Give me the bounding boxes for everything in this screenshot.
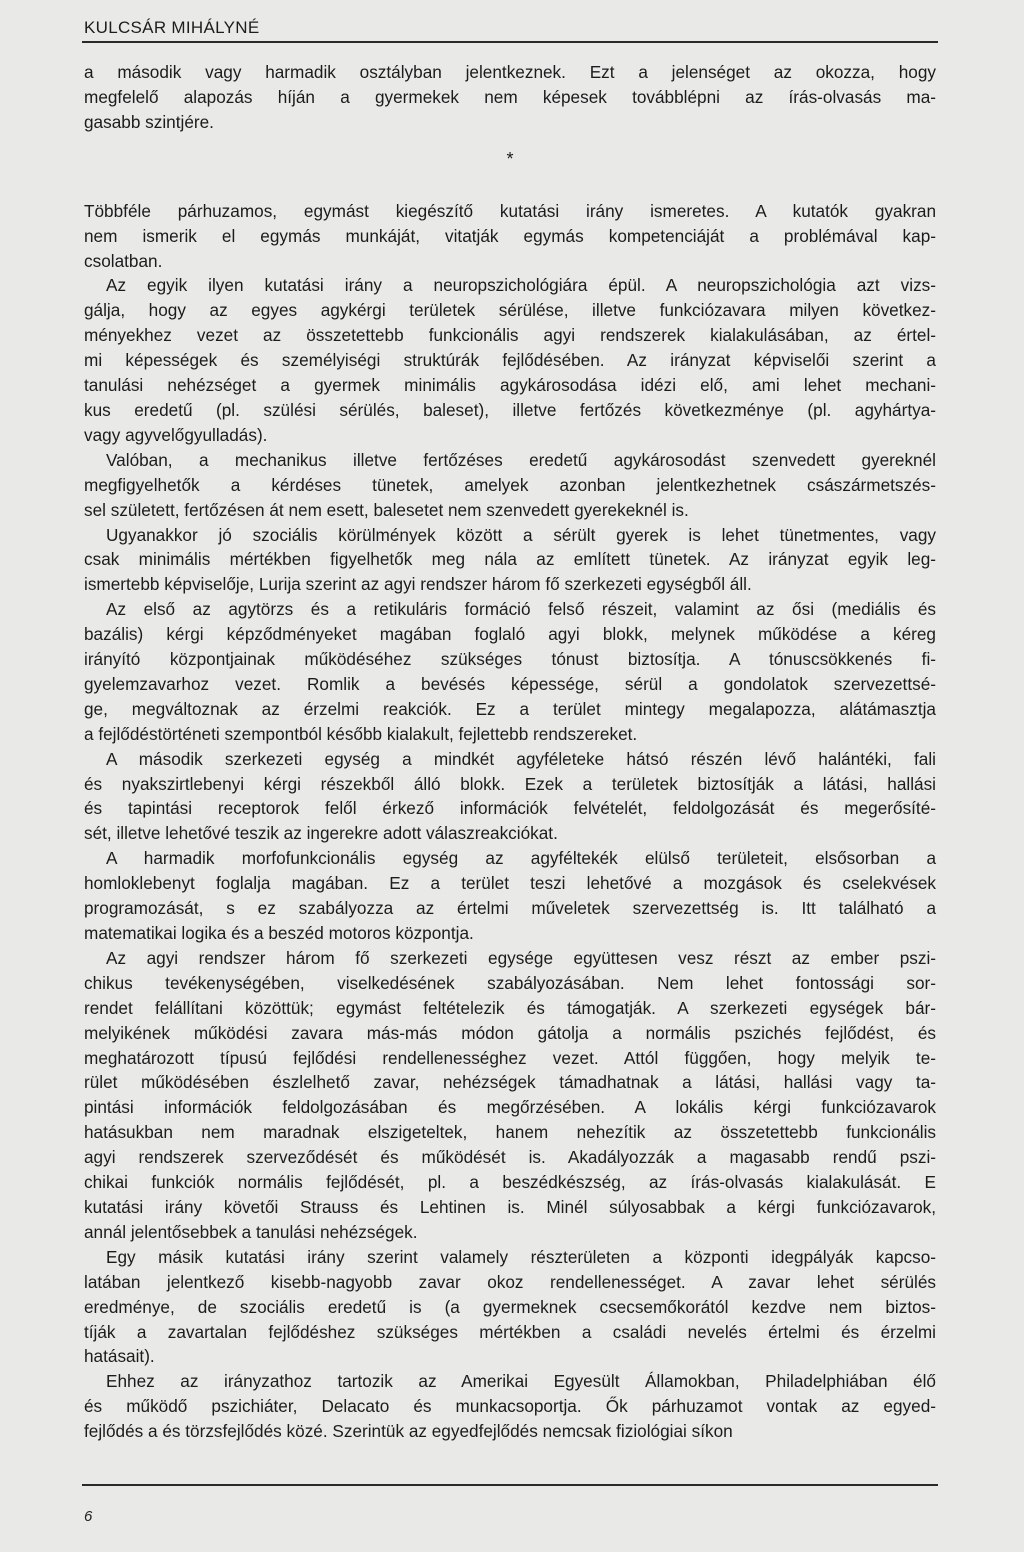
text-line: eredménye, de szociális eredetű is (a gyermeknek csecsemőkorától kezdve nem biztos-: [84, 1296, 936, 1317]
text-line: és működő pszichiáter, Delacato és munkacsoportja. Ők párhuzamot vontak az egyed-: [84, 1396, 936, 1417]
text-line: ményekhez vezet az összetettebb funkcionális agyi rendszerek kialakulásában, az értel-: [84, 325, 936, 346]
text-line: tíják a zavartalan fejlődéshez szükséges mértékben a családi nevelés értelmi és érzelmi: [84, 1321, 936, 1342]
text-line: sel született, fertőzésen át nem esett, balesetet nem szenvedett gyerekeknél is.: [84, 499, 689, 520]
section-separator: *: [506, 148, 514, 169]
text-line: ge, megváltoznak az érzelmi reakciók. Ez a terület mintegy megalapozza, alátámasztja: [84, 698, 936, 719]
paragraphs-before-separator: [84, 60, 936, 135]
text-line: Ugyanakkor jó szociális körülmények között a sérült gyerek is lehet tünetmentes, vagy: [106, 524, 936, 545]
text-line: megfigyelhetők a kérdéses tünetek, amelyek azonban jelentkezhetnek császármetszés-: [84, 474, 936, 495]
text-line: Valóban, a mechanikus illetve fertőzéses eredetű agykárosodást szenvedett gyereknél: [106, 449, 936, 470]
text-line: mi képességek és személyiségi struktúrák fejlődésében. Az irányzat képviselői szerint a: [84, 350, 936, 371]
paragraph: [84, 1245, 936, 1370]
text-line: és tapintási receptorok felől érkező információk felvételét, feldolgozását és megerősíté-: [84, 798, 936, 819]
text-line: gasabb szintjére.: [84, 111, 214, 132]
text-line: irányító központjainak működéséhez szükséges tónust biztosítja. A tónuscsökkenés fi-: [84, 649, 936, 670]
paragraphs-after-separator: [84, 199, 936, 1444]
text-line: annál jelentősebbek a tanulási nehézségek.: [84, 1221, 418, 1242]
text-line: sét, illetve lehetővé teszik az ingerekre adott válaszreakciókat.: [84, 823, 558, 844]
paragraph: [84, 747, 936, 847]
body-text: [84, 60, 936, 1444]
paragraph: [84, 846, 936, 946]
text-line: chikai funkciók normális fejlődését, pl. a beszédkészség, az írás-olvasás kialakulását. E: [84, 1172, 936, 1193]
text-line: nem ismerik el egymás munkáját, vitatják egymás kompetenciáját a problémával kap-: [84, 225, 936, 246]
text-line: Ehhez az irányzathoz tartozik az Amerikai Egyesült Államokban, Philadelphiában élő: [106, 1371, 936, 1392]
paragraph: [84, 946, 936, 1245]
text-line: ismertebb képviselője, Lurija szerint az agyi rendszer három fő szerkezeti egységből áll.: [84, 574, 752, 595]
text-line: hatásukban nem maradnak elszigeteltek, hanem nehezítik az összetettebb funkcionális: [84, 1122, 936, 1143]
header-rule: [82, 41, 938, 43]
footer-rule: [82, 1484, 938, 1486]
text-line: és nyakszirtlebenyi kérgi részekből álló blokk. Ezek a területek biztosítják a látási, hallási: [84, 773, 936, 794]
text-line: latában jelentkező kisebb-nagyobb zavar okoz rendellenességet. A zavar lehet sérülés: [84, 1271, 936, 1292]
text-line: csak minimális mértékben figyelhetők meg nála az említett tünetek. Az irányzat egyik leg-: [84, 549, 936, 570]
text-line: pintási információk feldolgozásában és megőrzésében. A lokális kérgi funkciózavarok: [84, 1097, 936, 1118]
text-line: programozását, s ez szabályozza az értelmi műveletek szervezettség is. Itt található a: [84, 898, 936, 919]
text-line: melyikének működési zavara más-más módon gátolja a normális pszichés fejlődést, és: [84, 1022, 936, 1043]
text-line: gálja, hogy az egyes agykérgi területek sérülése, illetve funkciózavara milyen következ-: [84, 300, 936, 321]
paragraph: [84, 273, 936, 447]
paragraph: [84, 448, 936, 523]
text-line: Többféle párhuzamos, egymást kiegészítő kutatási irány ismeretes. A kutatók gyakran: [84, 200, 936, 221]
text-line: Az első az agytörzs és a retikuláris formáció felső részeit, valamint az ősi (mediális és: [106, 599, 936, 620]
text-line: csolatban.: [84, 250, 163, 271]
text-line: tanulási nehézséget a gyermek minimális agykárosodása idézi elő, ami lehet mechani-: [84, 375, 936, 396]
text-line: homloklebenyt foglalja magában. Ez a terület teszi lehetővé a mozgások és cselekvések: [84, 873, 936, 894]
text-line: bazális) kérgi képződményeket magában foglaló agyi blokk, melynek működése a kéreg: [84, 624, 936, 645]
text-line: vagy agyvelőgyulladás).: [84, 424, 268, 445]
text-line: rület működésében észlelhető zavar, nehézségek támadhatnak a látási, hallási vagy ta-: [84, 1072, 936, 1093]
text-line: agyi rendszerek szerveződését és működését is. Akadályozzák a magasabb rendű pszi-: [84, 1147, 936, 1168]
text-line: chikus tevékenységében, viselkedésének szabályozásában. Nem lehet fontossági sor-: [84, 972, 936, 993]
paragraph: [84, 60, 936, 135]
text-line: kutatási irány követői Strauss és Lehtinen is. Minél súlyosabbak a kérgi funkciózavarok,: [84, 1196, 936, 1217]
text-line: megfelelő alapozás híján a gyermekek nem képesek továbblépni az írás-olvasás ma-: [84, 86, 936, 107]
text-line: A harmadik morfofunkcionális egység az agyféltekék elülső területeit, elsősorban a: [106, 848, 936, 869]
text-line: hatásait).: [84, 1346, 155, 1367]
text-line: A második szerkezeti egység a mindkét agyféleteke hátsó részén lévő halántéki, fali: [106, 748, 936, 769]
paragraph: [84, 1369, 936, 1444]
text-line: gyelemzavarhoz vezet. Romlik a bevésés képessége, sérül a gondolatok szervezettsé-: [84, 673, 936, 694]
text-line: Egy másik kutatási irány szerint valamely részterületen a központi idegpályák kapcso-: [106, 1246, 936, 1267]
running-head: KULCSÁR MIHÁLYNÉ: [84, 18, 260, 37]
text-line: rendet felállítani közöttük; egymást feltételezik és támogatják. A szerkezeti egységek bár-: [84, 997, 936, 1018]
text-line: meghatározott típusú fejlődési rendellenességhez vezet. Attól függően, hogy melyik te-: [84, 1047, 936, 1068]
paragraph: [84, 597, 936, 746]
text-line: Az egyik ilyen kutatási irány a neuropszichológiára épül. A neuropszichológia azt vizs-: [106, 275, 936, 296]
text-line: Az agyi rendszer három fő szerkezeti egysége együttesen vesz részt az ember pszi-: [106, 947, 936, 968]
text-line: matematikai logika és a beszéd motoros központja.: [84, 923, 474, 943]
text-line: a fejlődéstörténeti szempontból később kialakult, fejlettebb rendszereket.: [84, 723, 638, 744]
text-line: kus eredetű (pl. szülési sérülés, baleset), illetve fertőzés következménye (pl. agyhártya-: [84, 399, 936, 420]
page-number: 6: [84, 1508, 93, 1525]
paragraph: [84, 523, 936, 598]
paragraph: [84, 199, 936, 274]
text-line: a második vagy harmadik osztályban jelentkeznek. Ezt a jelenséget az okozza, hogy: [84, 62, 936, 82]
text-line: fejlődés a és törzsfejlődés közé. Szerintük az egyedfejlődés nemcsak fiziológiai síkon: [84, 1421, 733, 1442]
